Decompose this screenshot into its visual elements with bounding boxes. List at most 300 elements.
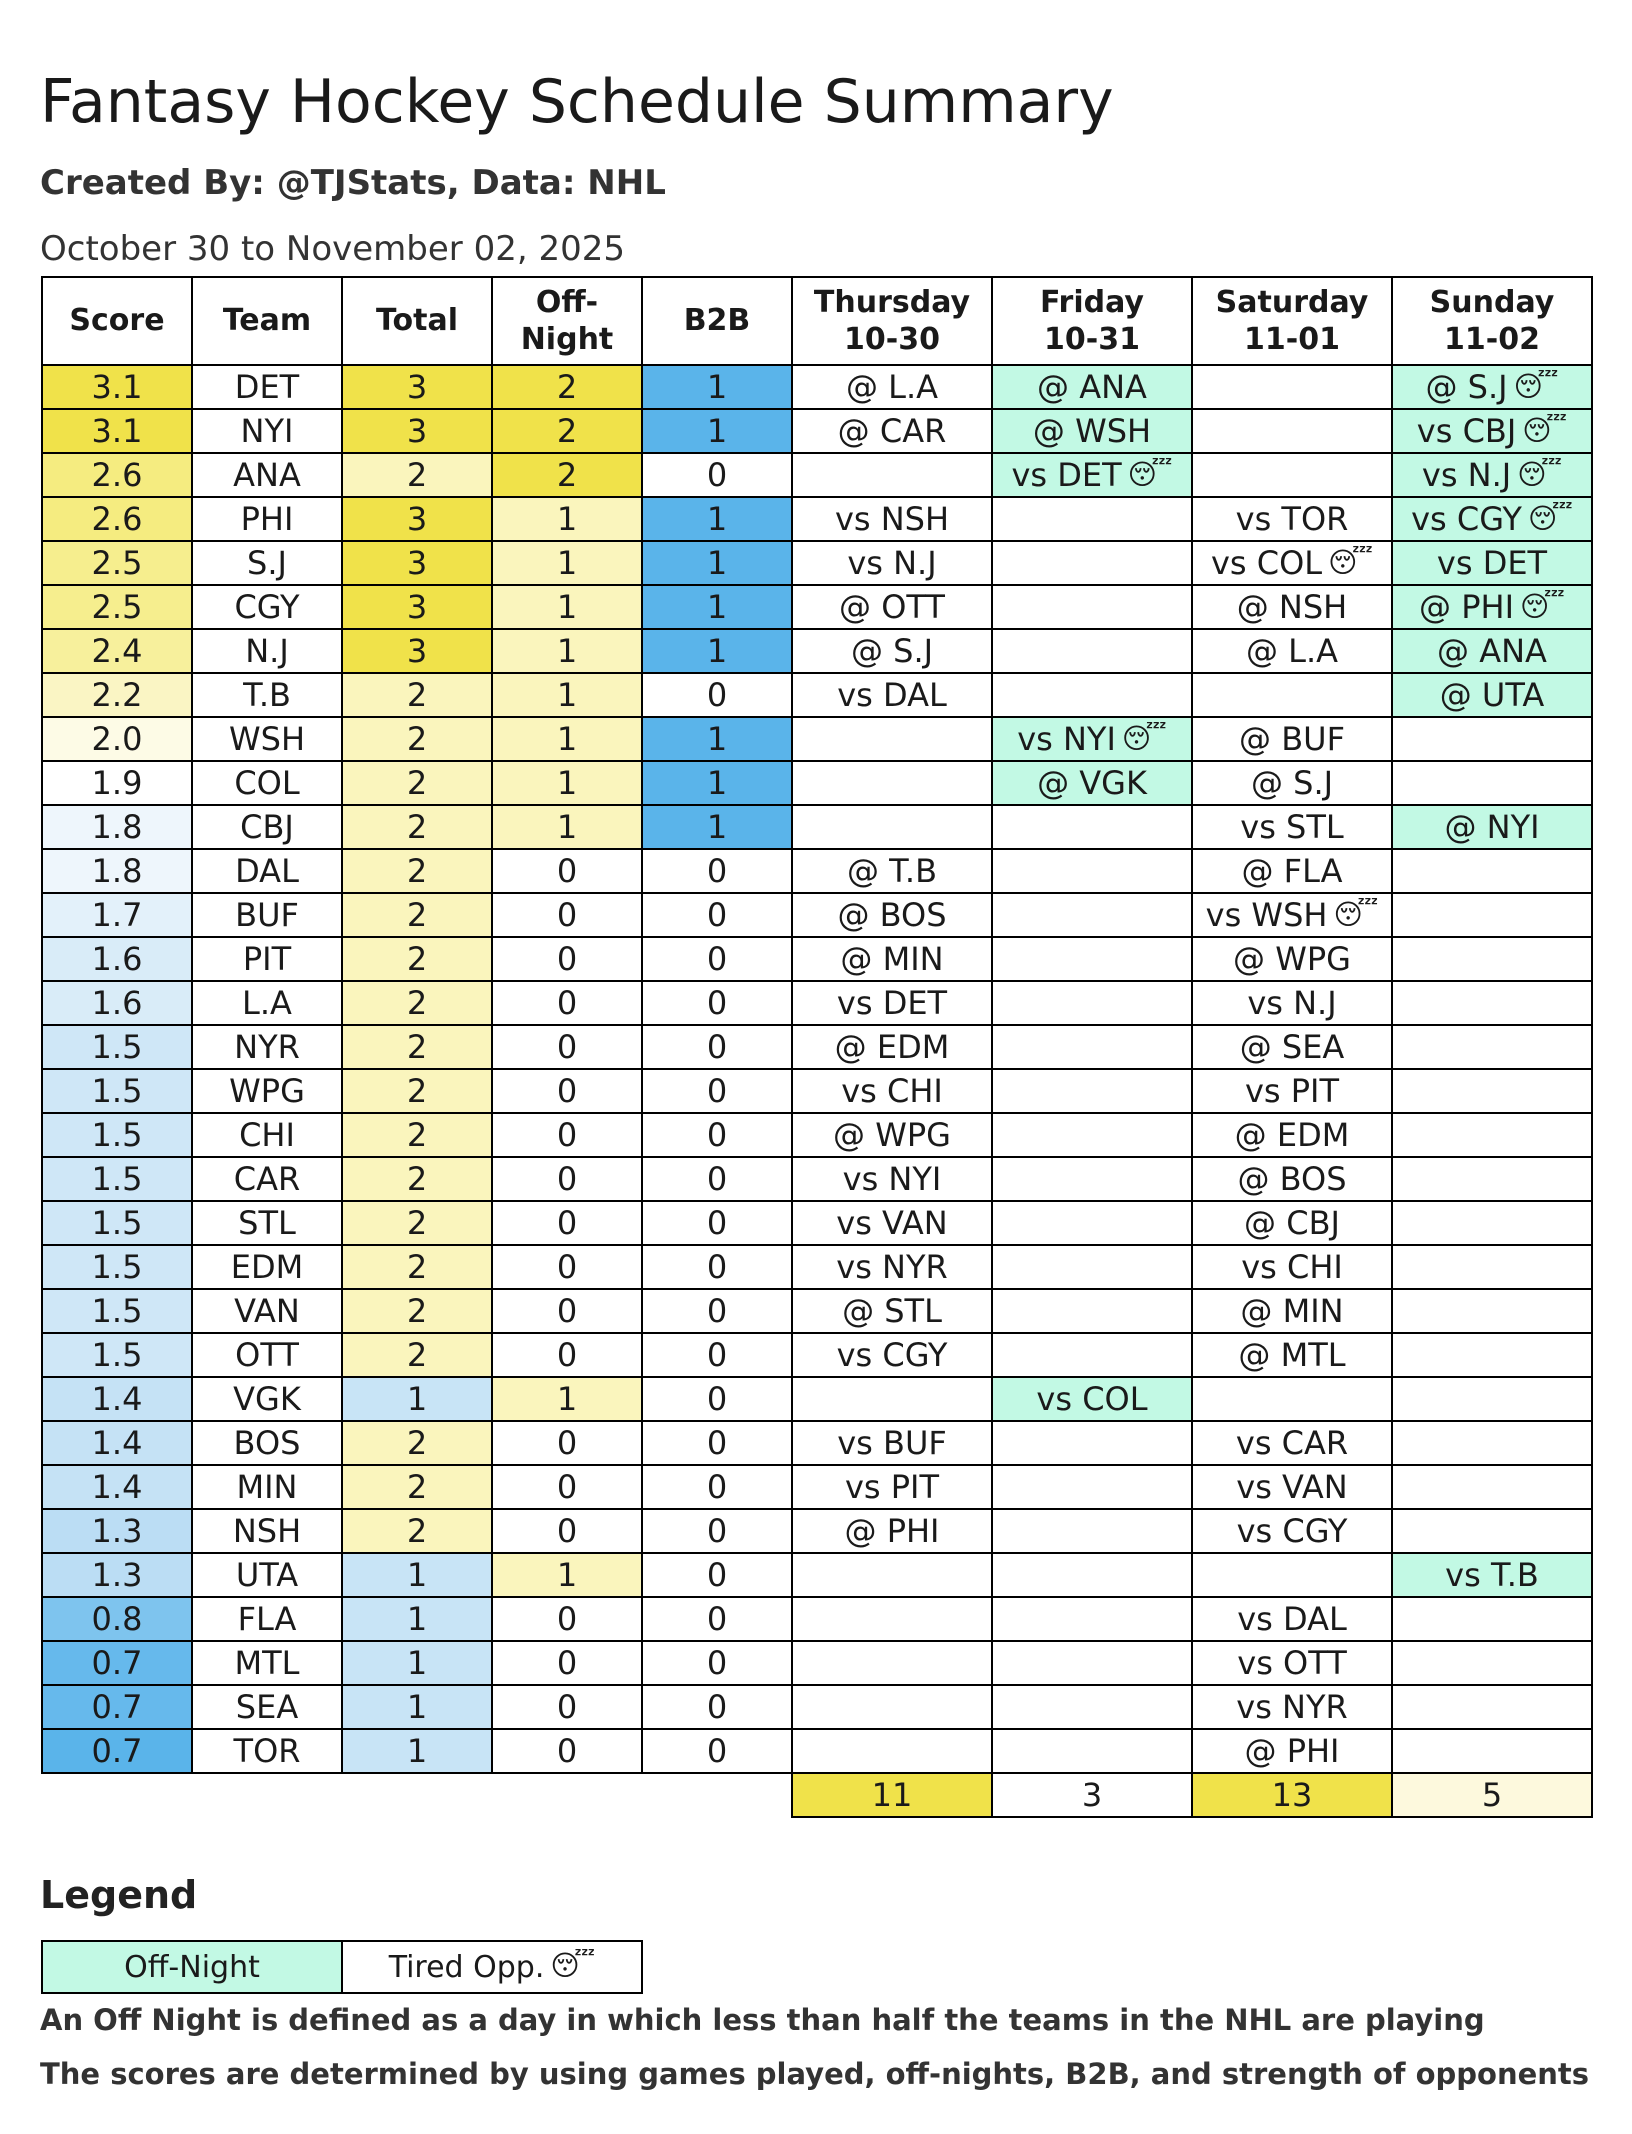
off-night-cell: 0 xyxy=(492,1641,642,1685)
team-cell: BUF xyxy=(192,893,342,937)
table-row xyxy=(42,1201,1592,1245)
game-cell-saturday xyxy=(1192,365,1392,409)
table-row xyxy=(42,1641,1592,1685)
game-cell-saturday xyxy=(1192,1201,1392,1245)
game-cell-thursday xyxy=(792,805,992,849)
game-cell-thursday xyxy=(792,1245,992,1289)
team-cell: S.J xyxy=(192,541,342,585)
team-cell: MTL xyxy=(192,1641,342,1685)
game-cell-friday xyxy=(992,1553,1192,1597)
off-night-cell: 0 xyxy=(492,1685,642,1729)
game-cell-thursday xyxy=(792,1685,992,1729)
team-cell: CGY xyxy=(192,585,342,629)
game-opponent: vs CHI xyxy=(1241,1248,1343,1286)
game-opponent: vs NYI xyxy=(1017,720,1116,758)
table-row xyxy=(42,1113,1592,1157)
game-cell-friday xyxy=(992,849,1192,893)
game-opponent: @ WSH xyxy=(1032,412,1152,450)
game-opponent: vs COL xyxy=(1036,1380,1148,1418)
game-cell-friday xyxy=(992,1245,1192,1289)
team-cell: MIN xyxy=(192,1465,342,1509)
game-opponent: vs T.B xyxy=(1445,1556,1539,1594)
game-cell-friday xyxy=(992,1377,1192,1421)
game-cell-sunday xyxy=(1392,673,1592,717)
game-cell-thursday xyxy=(792,1465,992,1509)
game-cell-friday xyxy=(992,1729,1192,1773)
total-cell: 1 xyxy=(342,1597,492,1641)
game-cell-saturday xyxy=(1192,1421,1392,1465)
game-opponent: @ WPG xyxy=(1233,940,1351,978)
game-cell-friday xyxy=(992,1421,1192,1465)
game-cell-sunday xyxy=(1392,805,1592,849)
off-night-cell: 1 xyxy=(492,497,642,541)
game-cell-friday xyxy=(992,1201,1192,1245)
game-cell-saturday xyxy=(1192,1597,1392,1641)
total-cell: 2 xyxy=(342,453,492,497)
game-opponent: vs CGY xyxy=(1236,1512,1348,1550)
game-opponent: @ S.J xyxy=(1250,764,1334,802)
table-row xyxy=(42,1685,1592,1729)
score-cell: 1.4 xyxy=(42,1377,192,1421)
game-cell-sunday xyxy=(1392,1245,1592,1289)
game-opponent: @ EDM xyxy=(834,1028,950,1066)
game-cell-sunday xyxy=(1392,1201,1592,1245)
total-cell: 2 xyxy=(342,1289,492,1333)
table-row xyxy=(42,629,1592,673)
table-row xyxy=(42,497,1592,541)
game-cell-sunday xyxy=(1392,849,1592,893)
game-cell-thursday xyxy=(792,673,992,717)
schedule-table xyxy=(41,276,1593,1818)
game-cell-thursday xyxy=(792,1597,992,1641)
team-cell: PHI xyxy=(192,497,342,541)
sleeping-face-icon: 😴 xyxy=(1522,414,1568,447)
score-cell: 1.8 xyxy=(42,805,192,849)
game-opponent: @ CBJ xyxy=(1244,1204,1340,1242)
b2b-cell: 0 xyxy=(642,1509,792,1553)
table-row xyxy=(42,541,1592,585)
off-night-cell: 1 xyxy=(492,673,642,717)
total-cell: 2 xyxy=(342,893,492,937)
team-cell: WSH xyxy=(192,717,342,761)
score-cell: 2.6 xyxy=(42,497,192,541)
score-cell: 1.6 xyxy=(42,981,192,1025)
b2b-cell: 1 xyxy=(642,541,792,585)
score-cell: 3.1 xyxy=(42,365,192,409)
total-cell: 1 xyxy=(342,1553,492,1597)
game-opponent: vs CHI xyxy=(841,1072,943,1110)
table-row xyxy=(42,1597,1592,1641)
game-cell-saturday xyxy=(1192,1729,1392,1773)
total-cell: 3 xyxy=(342,497,492,541)
game-opponent: @ FLA xyxy=(1241,852,1343,890)
game-opponent: vs STL xyxy=(1240,808,1344,846)
team-cell: DET xyxy=(192,365,342,409)
game-cell-saturday xyxy=(1192,629,1392,673)
game-cell-thursday xyxy=(792,365,992,409)
subtitle: Created By: @TJStats, Data: NHL xyxy=(40,163,666,203)
game-opponent: vs DAL xyxy=(837,676,947,714)
game-cell-sunday xyxy=(1392,1333,1592,1377)
game-cell-sunday xyxy=(1392,1289,1592,1333)
sleeping-face-icon: 😴 xyxy=(550,1948,596,1982)
game-cell-saturday xyxy=(1192,893,1392,937)
team-cell: N.J xyxy=(192,629,342,673)
game-cell-sunday xyxy=(1392,1157,1592,1201)
b2b-cell: 0 xyxy=(642,937,792,981)
total-cell: 2 xyxy=(342,1421,492,1465)
game-cell-friday xyxy=(992,1333,1192,1377)
day-name: Friday xyxy=(1039,284,1144,320)
game-cell-friday xyxy=(992,1025,1192,1069)
game-opponent: @ L.A xyxy=(845,368,939,406)
total-cell: 2 xyxy=(342,1333,492,1377)
game-cell-friday xyxy=(992,981,1192,1025)
team-cell: TOR xyxy=(192,1729,342,1773)
score-cell: 2.5 xyxy=(42,585,192,629)
game-cell-thursday xyxy=(792,497,992,541)
game-opponent: vs PIT xyxy=(1244,1072,1340,1110)
game-opponent: vs N.J xyxy=(847,544,937,582)
game-cell-friday xyxy=(992,453,1192,497)
game-cell-sunday xyxy=(1392,1465,1592,1509)
team-cell: CAR xyxy=(192,1157,342,1201)
game-opponent: @ UTA xyxy=(1439,676,1545,714)
game-opponent: @ WPG xyxy=(833,1116,951,1154)
team-cell: DAL xyxy=(192,849,342,893)
table-row xyxy=(42,1069,1592,1113)
game-cell-sunday xyxy=(1392,981,1592,1025)
score-cell: 1.5 xyxy=(42,1245,192,1289)
header-row xyxy=(42,277,1592,365)
game-cell-sunday xyxy=(1392,893,1592,937)
b2b-cell: 1 xyxy=(642,409,792,453)
game-cell-friday xyxy=(992,585,1192,629)
game-opponent: @ MIN xyxy=(1240,1292,1344,1330)
off-night-cell: 0 xyxy=(492,1157,642,1201)
total-cell: 2 xyxy=(342,805,492,849)
table-row xyxy=(42,1025,1592,1069)
game-cell-saturday xyxy=(1192,1465,1392,1509)
game-cell-friday xyxy=(992,365,1192,409)
total-cell: 2 xyxy=(342,717,492,761)
b2b-cell: 1 xyxy=(642,805,792,849)
game-opponent: vs NYR xyxy=(836,1248,948,1286)
game-cell-sunday xyxy=(1392,1641,1592,1685)
off-night-cell: 1 xyxy=(492,541,642,585)
game-cell-friday xyxy=(992,1113,1192,1157)
day-total-thursday: 11 xyxy=(792,1773,992,1817)
table-row xyxy=(42,849,1592,893)
game-cell-friday xyxy=(992,1641,1192,1685)
game-opponent: @ MIN xyxy=(840,940,944,978)
b2b-cell: 0 xyxy=(642,1245,792,1289)
legend-tired-opp xyxy=(342,1941,642,1993)
game-cell-thursday xyxy=(792,409,992,453)
game-cell-thursday xyxy=(792,1069,992,1113)
header-day-saturday xyxy=(1192,277,1392,365)
table-row xyxy=(42,1509,1592,1553)
game-cell-thursday xyxy=(792,717,992,761)
off-night-cell: 0 xyxy=(492,1597,642,1641)
game-cell-sunday xyxy=(1392,365,1592,409)
score-cell: 2.6 xyxy=(42,453,192,497)
team-cell: L.A xyxy=(192,981,342,1025)
total-cell: 2 xyxy=(342,761,492,805)
table-row xyxy=(42,981,1592,1025)
day-name: Saturday xyxy=(1215,284,1369,320)
game-cell-sunday xyxy=(1392,1509,1592,1553)
game-cell-friday xyxy=(992,805,1192,849)
score-cell: 0.8 xyxy=(42,1597,192,1641)
game-cell-thursday xyxy=(792,1113,992,1157)
b2b-cell: 0 xyxy=(642,1333,792,1377)
off-night-cell: 1 xyxy=(492,761,642,805)
header-score: Score xyxy=(42,277,192,365)
score-cell: 3.1 xyxy=(42,409,192,453)
legend-off-night: Off-Night xyxy=(42,1941,342,1993)
b2b-cell: 1 xyxy=(642,761,792,805)
header-day-thursday xyxy=(792,277,992,365)
game-cell-saturday xyxy=(1192,1377,1392,1421)
total-cell: 2 xyxy=(342,1025,492,1069)
off-night-cell: 2 xyxy=(492,409,642,453)
table-row xyxy=(42,1729,1592,1773)
score-cell: 0.7 xyxy=(42,1729,192,1773)
game-opponent: @ MTL xyxy=(1238,1336,1346,1374)
table-row xyxy=(42,1245,1592,1289)
game-cell-friday xyxy=(992,761,1192,805)
total-cell: 2 xyxy=(342,1069,492,1113)
b2b-cell: 0 xyxy=(642,1729,792,1773)
game-opponent: vs N.J xyxy=(1247,984,1337,1022)
team-cell: WPG xyxy=(192,1069,342,1113)
game-opponent: @ S.J xyxy=(850,632,934,670)
day-total-friday: 3 xyxy=(992,1773,1192,1817)
off-night-cell: 0 xyxy=(492,1069,642,1113)
off-night-cell: 1 xyxy=(492,629,642,673)
team-cell: NYI xyxy=(192,409,342,453)
game-cell-saturday xyxy=(1192,1553,1392,1597)
game-cell-thursday xyxy=(792,453,992,497)
total-cell: 2 xyxy=(342,981,492,1025)
game-cell-sunday xyxy=(1392,453,1592,497)
total-cell: 1 xyxy=(342,1377,492,1421)
game-cell-sunday xyxy=(1392,1729,1592,1773)
game-cell-sunday xyxy=(1392,1025,1592,1069)
off-night-cell: 2 xyxy=(492,365,642,409)
off-night-cell: 1 xyxy=(492,805,642,849)
off-night-cell: 2 xyxy=(492,453,642,497)
score-cell: 1.5 xyxy=(42,1113,192,1157)
game-opponent: @ BUF xyxy=(1239,720,1345,758)
game-cell-thursday xyxy=(792,629,992,673)
b2b-cell: 1 xyxy=(642,717,792,761)
score-cell: 1.7 xyxy=(42,893,192,937)
off-night-cell: 0 xyxy=(492,981,642,1025)
score-cell: 2.4 xyxy=(42,629,192,673)
game-cell-saturday xyxy=(1192,805,1392,849)
game-cell-saturday xyxy=(1192,673,1392,717)
b2b-cell: 0 xyxy=(642,1289,792,1333)
b2b-cell: 0 xyxy=(642,1553,792,1597)
game-opponent: vs OTT xyxy=(1237,1644,1347,1682)
game-opponent: @ ANA xyxy=(1037,368,1147,406)
game-opponent: vs PIT xyxy=(844,1468,940,1506)
sleeping-face-icon: 😴 xyxy=(1127,458,1173,491)
game-opponent: vs NYR xyxy=(1236,1688,1348,1726)
day-date: 10-30 xyxy=(844,322,940,357)
game-cell-friday xyxy=(992,629,1192,673)
score-cell: 1.4 xyxy=(42,1465,192,1509)
game-opponent: vs N.J xyxy=(1421,456,1512,494)
game-cell-thursday xyxy=(792,1641,992,1685)
b2b-cell: 0 xyxy=(642,893,792,937)
score-cell: 1.5 xyxy=(42,1289,192,1333)
sleeping-face-icon: 😴 xyxy=(1520,590,1565,623)
game-cell-saturday xyxy=(1192,1509,1392,1553)
game-opponent: vs NYI xyxy=(842,1160,942,1198)
game-cell-sunday xyxy=(1392,1685,1592,1729)
off-night-cell: 0 xyxy=(492,893,642,937)
game-cell-saturday xyxy=(1192,409,1392,453)
team-cell: BOS xyxy=(192,1421,342,1465)
total-cell: 2 xyxy=(342,1201,492,1245)
team-cell: STL xyxy=(192,1201,342,1245)
score-cell: 1.5 xyxy=(42,1201,192,1245)
game-cell-saturday xyxy=(1192,541,1392,585)
total-cell: 1 xyxy=(342,1641,492,1685)
b2b-cell: 1 xyxy=(642,497,792,541)
game-cell-friday xyxy=(992,541,1192,585)
b2b-cell: 0 xyxy=(642,1465,792,1509)
b2b-cell: 0 xyxy=(642,849,792,893)
b2b-cell: 1 xyxy=(642,585,792,629)
game-cell-sunday xyxy=(1392,541,1592,585)
game-cell-thursday xyxy=(792,849,992,893)
score-cell: 2.2 xyxy=(42,673,192,717)
game-cell-sunday xyxy=(1392,1553,1592,1597)
team-cell: VAN xyxy=(192,1289,342,1333)
sleeping-face-icon: 😴 xyxy=(1333,898,1379,931)
game-cell-thursday xyxy=(792,1289,992,1333)
off-night-cell: 0 xyxy=(492,1201,642,1245)
game-cell-thursday xyxy=(792,981,992,1025)
game-cell-thursday xyxy=(792,1157,992,1201)
day-date: 10-31 xyxy=(1044,322,1140,357)
header-day-friday xyxy=(992,277,1192,365)
game-cell-sunday xyxy=(1392,1069,1592,1113)
game-cell-thursday xyxy=(792,1553,992,1597)
game-cell-saturday xyxy=(1192,1025,1392,1069)
score-cell: 1.3 xyxy=(42,1553,192,1597)
table-row xyxy=(42,805,1592,849)
score-cell: 1.6 xyxy=(42,937,192,981)
b2b-cell: 0 xyxy=(642,1113,792,1157)
game-opponent: @ STL xyxy=(842,1292,942,1330)
schedule-body xyxy=(42,365,1592,1817)
total-cell: 3 xyxy=(342,409,492,453)
team-cell: ANA xyxy=(192,453,342,497)
game-cell-saturday xyxy=(1192,849,1392,893)
game-cell-friday xyxy=(992,1157,1192,1201)
totals-spacer xyxy=(42,1773,792,1817)
b2b-cell: 0 xyxy=(642,981,792,1025)
b2b-cell: 0 xyxy=(642,1025,792,1069)
b2b-cell: 0 xyxy=(642,673,792,717)
team-cell: EDM xyxy=(192,1245,342,1289)
sleeping-face-icon: 😴 xyxy=(1328,546,1374,579)
header-team: Team xyxy=(192,277,342,365)
game-opponent: vs DET xyxy=(836,984,948,1022)
score-cell: 1.3 xyxy=(42,1509,192,1553)
header-day-sunday xyxy=(1392,277,1592,365)
table-row xyxy=(42,1157,1592,1201)
score-cell: 1.5 xyxy=(42,1069,192,1113)
team-cell: SEA xyxy=(192,1685,342,1729)
legend-tired-label: Tired Opp. xyxy=(388,1949,545,1985)
game-opponent: @ EDM xyxy=(1234,1116,1350,1154)
table-row xyxy=(42,453,1592,497)
team-cell: COL xyxy=(192,761,342,805)
game-cell-sunday xyxy=(1392,497,1592,541)
game-opponent: @ NYI xyxy=(1444,808,1540,846)
total-cell: 1 xyxy=(342,1729,492,1773)
total-cell: 2 xyxy=(342,1245,492,1289)
game-cell-thursday xyxy=(792,1377,992,1421)
total-cell: 2 xyxy=(342,1465,492,1509)
game-cell-sunday xyxy=(1392,629,1592,673)
game-cell-saturday xyxy=(1192,717,1392,761)
score-cell: 1.4 xyxy=(42,1421,192,1465)
game-cell-sunday xyxy=(1392,1377,1592,1421)
b2b-cell: 0 xyxy=(642,1685,792,1729)
game-opponent: vs WSH xyxy=(1205,896,1328,934)
game-opponent: vs CAR xyxy=(1235,1424,1349,1462)
game-opponent: @ BOS xyxy=(1237,1160,1347,1198)
team-cell: PIT xyxy=(192,937,342,981)
day-total-saturday: 13 xyxy=(1192,1773,1392,1817)
game-cell-thursday xyxy=(792,1509,992,1553)
game-cell-friday xyxy=(992,717,1192,761)
table-row xyxy=(42,1421,1592,1465)
team-cell: CBJ xyxy=(192,805,342,849)
game-cell-thursday xyxy=(792,1025,992,1069)
team-cell: FLA xyxy=(192,1597,342,1641)
header-b2b: B2B xyxy=(642,277,792,365)
table-row xyxy=(42,1553,1592,1597)
game-cell-sunday xyxy=(1392,717,1592,761)
table-row xyxy=(42,1289,1592,1333)
game-opponent: @ PHI xyxy=(844,1512,940,1550)
note-off-night-definition: An Off Night is defined as a day in which less than half the teams in the NHL are playing xyxy=(40,2003,1485,2037)
header-off-night-line2: Night xyxy=(520,322,614,357)
b2b-cell: 0 xyxy=(642,1069,792,1113)
total-cell: 2 xyxy=(342,849,492,893)
game-cell-thursday xyxy=(792,1333,992,1377)
game-cell-saturday xyxy=(1192,1333,1392,1377)
off-night-cell: 0 xyxy=(492,1333,642,1377)
game-cell-friday xyxy=(992,409,1192,453)
game-cell-thursday xyxy=(792,761,992,805)
game-opponent: vs COL xyxy=(1210,544,1323,582)
day-date: 11-01 xyxy=(1244,322,1340,357)
score-cell: 1.5 xyxy=(42,1025,192,1069)
table-row xyxy=(42,585,1592,629)
b2b-cell: 1 xyxy=(642,629,792,673)
page-title: Fantasy Hockey Schedule Summary xyxy=(40,67,1114,137)
day-totals-row xyxy=(42,1773,1592,1817)
